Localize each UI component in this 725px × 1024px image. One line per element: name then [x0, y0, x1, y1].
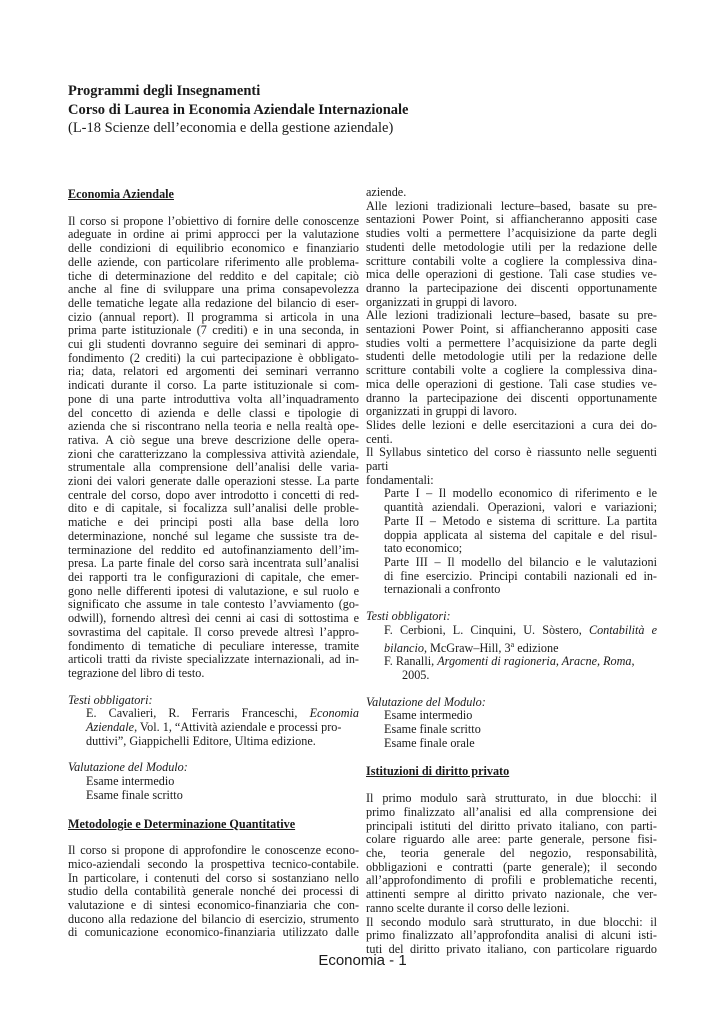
- valutazione-label: Valutazione del Modulo:: [366, 694, 486, 709]
- text-line: doppia applicata al sistema del capitale e del risul-: [384, 527, 657, 542]
- text-line: odwill), fornendo altresì dei cenni ai casi di sottostima e: [68, 611, 359, 626]
- text-line: significato che assume in tale contesto l’avviamento (go-: [68, 597, 359, 612]
- text-line: delle aziende, con particolare riferimento alle problema-: [68, 254, 359, 269]
- text-line: del concetto di azienda e delle classi e tipologie di: [68, 405, 359, 420]
- text-line: primo finalizzato all’analisi ed alla comprensione dei: [366, 804, 657, 819]
- textbook-line: Aziendale, Vol. 1, “Attività aziendale e processi pro-: [86, 720, 342, 735]
- textbook-line: F. Cerbioni, L. Cinquini, U. Sòstero, Contabilità e: [384, 622, 657, 637]
- text-line: ranno scelte durante il corso delle lezioni.: [366, 900, 570, 915]
- text-line: tato economico;: [384, 541, 463, 556]
- text-line: Parte II – Metodo e sistema di scritture. La partita: [384, 513, 657, 528]
- textbook-line: bilancio, McGraw–Hill, 3$^a$ edizione: [384, 639, 559, 655]
- text-line: scritture contabili volte a cogliere la complessiva dina-: [366, 253, 657, 268]
- textbook-line: E. Cavalieri, R. Ferraris Franceschi, Economia: [86, 706, 359, 721]
- header-class: (L-18 Scienze dell’economia e della gestione aziendale): [68, 120, 394, 136]
- text-line: centrale del corso, dopo aver introdotto i concetti di red-: [68, 487, 359, 502]
- text-line: sovrastima del capitale. Il corso prevede altresì l’appro-: [68, 624, 359, 639]
- text-line: Esame finale scritto: [86, 787, 183, 802]
- valutazione-list: [68, 775, 359, 802]
- text-line: Alle lezioni tradizionali lecture–based, basate su pre-: [366, 308, 657, 323]
- text-line: determinazione, nonché sul legame che sussiste tra de-: [68, 528, 359, 543]
- text-line: Il corso si propone di approfondire le conoscenze econo-: [68, 843, 359, 858]
- text-line: obbligazioni e contratti (parte generale); il secondo: [366, 859, 657, 874]
- text-line: mica delle operazioni di gestione. Tali case studies ve-: [366, 267, 657, 282]
- text-line: anche al fine di sviluppare una prima consapevolezza: [68, 282, 359, 297]
- textbook-line: duttivi”, Giappichelli Editore, Ultima edizione.: [86, 733, 316, 748]
- text-line: zioni che caratterizzano la complessiva attività aziendale,: [68, 446, 359, 461]
- text-line: di fine esercizio. Principi contabili nazionali ed in-: [384, 568, 657, 583]
- text-line: primo finalizzato all’approfondita analisi di alcuni isti-: [366, 928, 657, 943]
- text-line: mico-aziendali secondo la prospettiva tecnico-contabile.: [68, 856, 359, 871]
- text-line: fondamentali:: [366, 472, 434, 487]
- page-number: Economia - 1: [318, 952, 407, 969]
- header-title: Programmi degli Insegnamenti: [68, 83, 261, 99]
- textbook-line: 2005.: [402, 667, 430, 682]
- text-line: prima parte istituzionale (7 crediti) e in una seconda, in: [68, 323, 359, 338]
- text-line: sentazioni Power Point, si affiancheranno appositi case: [366, 212, 657, 227]
- text-line: presa. La parte finale del corso sarà incentrata sull’analisi: [68, 556, 359, 571]
- text-line: cizio (annual report). Il programma si articola in una: [68, 309, 359, 324]
- text-line: aziende.: [366, 185, 407, 199]
- header-course: Corso di Laurea in Economia Aziendale Internazionale: [68, 101, 409, 118]
- section-body-continued: [366, 186, 657, 487]
- text-line: rativa. A ciò segue una breve descrizione delle opera-: [68, 432, 359, 447]
- text-line: zioni dei valori generate dalle operazioni stesse. La parte: [68, 474, 359, 489]
- section-title-economia-aziendale: Economia Aziendale: [68, 187, 174, 201]
- text-line: principali istituti del diritto privato italiano, con parti-: [366, 818, 657, 833]
- text-line: ria; data, relatori ed argomenti dei seminari verranno: [68, 364, 359, 379]
- text-line: studies volti a permettere l’acquisizione da parte degli: [366, 335, 657, 350]
- text-line: centi.: [366, 431, 393, 446]
- text-line: strumentale alla comprensione dell’analisi delle varia-: [68, 460, 359, 475]
- text-line: Il primo modulo sarà strutturato, in due blocchi: il: [366, 791, 657, 806]
- text-line: studenti delle metodologie utili per la redazione delle: [366, 239, 657, 254]
- text-line: mica delle operazioni di gestione. Tali case studies ve-: [366, 376, 657, 391]
- text-line: di comunicazione economico-finanziaria utilizzato dalle: [68, 925, 359, 940]
- text-line: dranno la partecipazione dei discenti opportunamente: [366, 280, 657, 295]
- text-line: Slides delle lezioni e delle esercitazioni a cura dei do-: [366, 417, 657, 432]
- text-line: Parte I – Il modello economico di riferimento e le: [384, 486, 657, 501]
- section-body-diritto-privato: [366, 792, 657, 956]
- text-line: fondimento (2 crediti) la cui partecipazione è obbligato-: [68, 350, 359, 365]
- text-line: Il corso si propone l’obiettivo di fornire delle conoscenze: [68, 213, 359, 228]
- textbook-line: F. Ranalli, Argomenti di ragioneria, Aracne, Roma,: [384, 654, 635, 669]
- text-line: adeguate in ordine ai primi approcci per la valutazione: [68, 227, 359, 242]
- text-line: dei rapporti tra le configurazioni di capitale, che emer-: [68, 569, 359, 584]
- text-line: azienda che si riscontrano nella teoria e nella realtà ope-: [68, 419, 359, 434]
- text-line: In particolare, i contenuti del corso si sostanziano nello: [68, 870, 359, 885]
- text-line: articoli tratti da riviste specializzate internazionali, ad in-: [68, 652, 359, 667]
- text-line: Esame intermedio: [384, 708, 473, 723]
- text-line: Il Syllabus sintetico del corso è riassunto nelle seguenti parti: [366, 445, 657, 474]
- text-line: scritture contabili volte a cogliere la complessiva dina-: [366, 363, 657, 378]
- text-line: dranno la partecipazione dei discenti opportunamente: [366, 390, 657, 405]
- text-line: delle condizioni di equilibrio economico e finanziario: [68, 241, 359, 256]
- text-line: tegrazione del libro di testo.: [68, 665, 205, 680]
- text-line: colare riguardo alle aree: parte generale, persone fisi-: [366, 832, 657, 847]
- valutazione-label: Valutazione del Modulo:: [68, 760, 188, 775]
- text-line: ducono alla redazione del bilancio di esercizio, strumento: [68, 911, 359, 926]
- text-line: Esame intermedio: [86, 774, 175, 789]
- texts-label: Testi obbligatori:: [366, 609, 451, 624]
- section-body-metodologie: [68, 844, 359, 940]
- text-line: Parte III – Il modello del bilancio e le valutazioni: [384, 554, 657, 569]
- textbook-entry: [68, 707, 359, 748]
- text-line: terminazione del reddito ed autofinanziamento dell’im-: [68, 542, 359, 557]
- text-line: indicati durante il corso. La parte istituzionale si com-: [68, 378, 359, 393]
- text-line: organizzati in gruppi di lavoro.: [366, 404, 518, 419]
- text-line: organizzati in gruppi di lavoro.: [366, 294, 518, 309]
- text-line: studenti delle metodologie utili per la redazione delle: [366, 349, 657, 364]
- text-line: sentazioni Power Point, si affiancheranno appositi case: [366, 322, 657, 337]
- valutazione-list: [366, 709, 657, 750]
- text-line: studio della contabilità generale nonché dei processi di: [68, 884, 359, 899]
- text-line: ternazionali a confronto: [384, 582, 501, 597]
- text-line: valutazione e di sintesi economico-finanziaria che con-: [68, 898, 359, 913]
- text-line: quantità aziendali. Operazioni, valori e variazioni;: [384, 500, 657, 515]
- text-line: matiche e dei principi posti alla base della loro: [68, 515, 359, 530]
- section-title-metodologie: Metodologie e Determinazione Quantitative: [68, 816, 296, 831]
- text-line: cui gli studenti dovranno seguire dei seminari di appro-: [68, 337, 359, 352]
- text-line: delle tematiche legate alla redazione del bilancio di eser-: [68, 295, 359, 310]
- text-line: che, teoria generale del negozio, responsabilità,: [366, 846, 657, 860]
- text-line: Esame finale orale: [384, 735, 475, 750]
- text-line: dito e di capitale, si focalizza sull’analisi delle proble-: [68, 501, 359, 516]
- syllabus-parts: [366, 487, 657, 597]
- text-line: studies volti a permettere l’acquisizione da parte degli: [366, 226, 657, 241]
- section-body-economia-aziendale: [68, 215, 359, 681]
- text-line: tiche di determinazione del reddito e del capitale; ciò: [68, 268, 359, 283]
- right-column: [366, 186, 657, 957]
- text-line: attinenti sempre al diritto privato nazionale, che ver-: [366, 887, 657, 902]
- page-header: [68, 82, 668, 138]
- section-title-diritto-privato: Istituzioni di diritto privato: [366, 764, 510, 779]
- left-column: [68, 186, 359, 940]
- text-line: Alle lezioni tradizionali lecture–based, basate su pre-: [366, 198, 657, 213]
- textbook-entry: [366, 624, 657, 683]
- text-line: tuti del diritto privato italiano, con particolare riguardo: [366, 941, 657, 956]
- text-line: gono nelle differenti ipotesi di valutazione, e sul ruolo e: [68, 583, 359, 598]
- text-line: Esame finale scritto: [384, 722, 481, 737]
- text-line: pone di una parte introduttiva volta all’inquadramento: [68, 391, 359, 406]
- text-line: fondimento di tematiche di peculiare interesse, tramite: [68, 638, 359, 653]
- texts-label: Testi obbligatori:: [68, 692, 153, 707]
- text-line: Il secondo modulo sarà strutturato, in due blocchi: il: [366, 914, 657, 929]
- text-line: all’approfondimento di profili e problematiche recenti,: [366, 873, 657, 888]
